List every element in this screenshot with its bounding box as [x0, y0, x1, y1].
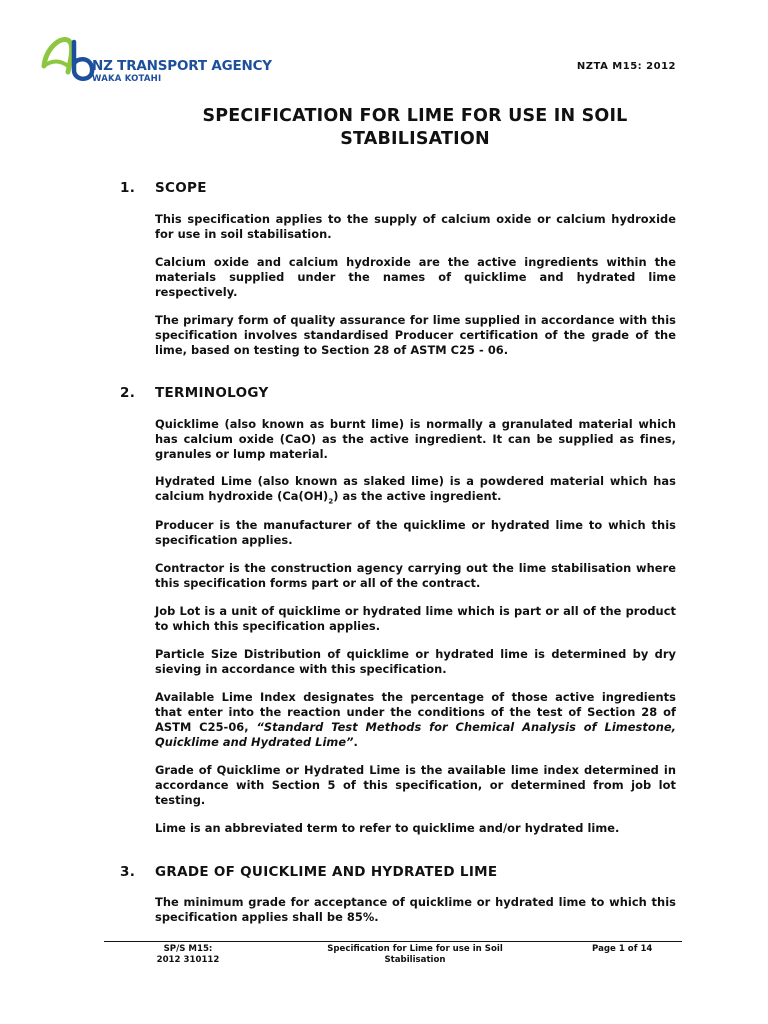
definition-text: .: [353, 735, 358, 749]
footer-doc-id-line-1: SP/S M15:: [163, 944, 213, 954]
footer-doc-title: [290, 944, 540, 966]
definition-lime: Lime is an abbreviated term to refer to quicklime and/or hydrated lime.: [155, 821, 620, 835]
scope-paragraph-2: Calcium oxide and calcium hydroxide are the active ingredients within the materials supplied under the names of quicklime and hydrated lime respectively.: [155, 255, 676, 299]
definition-grade: Grade of Quicklime or Hydrated Lime is the available lime index determined in accordance with Section 5 of this specification, or determined from job lot testing.: [155, 763, 676, 807]
section-title: SCOPE: [155, 180, 207, 196]
page-number: Page 1 of 14: [592, 944, 653, 954]
definition-text: ) as the active ingredient.: [333, 489, 502, 503]
scope-paragraph-3: The primary form of quality assurance for lime supplied in accordance with this specification involves standardised Producer certification of the grade of the lime, based on testing to Section 28 of ASTM C25 - 06.: [155, 313, 676, 357]
scope-paragraph-1: This specification applies to the supply of calcium oxide or calcium hydroxide for use in soil stabilisation.: [155, 212, 676, 241]
definition-text: Available Lime Index designates the percentage of those active ingredients that enter into the reaction under the conditions of the test of Section 28 of ASTM C25-06,: [155, 690, 676, 734]
definition-quicklime: Quicklime (also known as burnt lime) is normally a granulated material which has calcium oxide (CaO) as the active ingredient. It can be supplied as fines, granules or lump material.: [155, 417, 676, 461]
document-title: [150, 105, 680, 151]
section-number: 1.: [120, 180, 136, 196]
subscript: 2: [328, 497, 334, 506]
agency-subtitle: WAKA KOTAHI: [92, 74, 162, 84]
footer-doc-title-line-2: Stabilisation: [384, 955, 446, 965]
definition-job-lot: Job Lot is a unit of quicklime or hydrated lime which is part or all of the product to which this specification applies.: [155, 604, 676, 633]
standard-title: “Standard Test Methods for Chemical Analysis of Limestone, Quicklime and Hydrated Lime”: [155, 720, 676, 749]
footer-doc-id-line-2: 2012 310112: [156, 955, 220, 965]
title-line-1: SPECIFICATION FOR LIME FOR USE IN SOIL: [202, 106, 628, 126]
definition-text: Hydrated Lime (also known as slaked lime) is a powdered material which has calcium hydroxide (Ca(OH): [155, 474, 676, 503]
section-number: 3.: [120, 864, 136, 880]
footer-doc-title-line-1: Specification for Lime for use in Soil: [327, 944, 503, 954]
section-title: GRADE OF QUICKLIME AND HYDRATED LIME: [155, 864, 498, 880]
agency-name: NZ TRANSPORT AGENCY: [92, 58, 272, 74]
definition-available-lime-index: [155, 690, 676, 750]
definition-producer: Producer is the manufacturer of the quicklime or hydrated lime to which this specification applies.: [155, 518, 676, 547]
definition-particle-size: Particle Size Distribution of quicklime or hydrated lime is determined by dry sieving in accordance with this specification.: [155, 647, 676, 676]
footer-doc-id: [140, 944, 236, 966]
nzta-logo-icon: [40, 32, 100, 92]
section-number: 2.: [120, 385, 136, 401]
grade-paragraph-1: The minimum grade for acceptance of quicklime or hydrated lime to which this specification applies shall be 85%.: [155, 895, 676, 924]
definition-contractor: Contractor is the construction agency carrying out the lime stabilisation where this specification forms part or all of the contract.: [155, 561, 676, 590]
definition-hydrated-lime: [155, 474, 676, 504]
document-reference: NZTA M15: 2012: [576, 61, 676, 72]
section-title: TERMINOLOGY: [155, 385, 269, 401]
footer-divider: [104, 941, 682, 942]
title-line-2: STABILISATION: [340, 129, 490, 149]
